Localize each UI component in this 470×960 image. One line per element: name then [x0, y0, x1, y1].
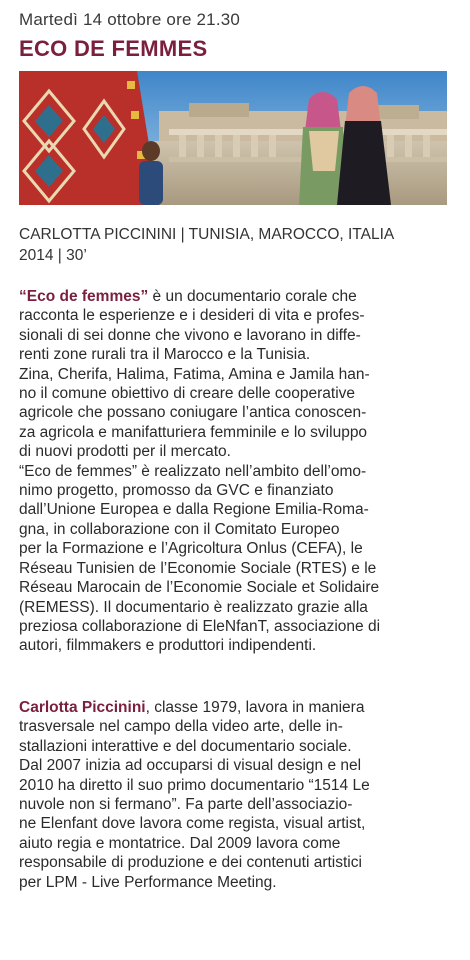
synopsis-line: nimo progetto, promosso da GVC e finanziato — [19, 482, 334, 500]
bio-line: aiuto regia e montatrice. Dal 2009 lavora come — [19, 834, 341, 852]
synopsis-line: di nuovi prodotti per il mercato. — [19, 443, 231, 461]
bio-line: responsabile di produzione e dei contenuti artistici — [19, 854, 362, 872]
synopsis-line: gna, in collaborazione con il Comitato Europeo — [19, 520, 340, 538]
synopsis-line: preziosa collaborazione di EleNfanT, associazione di — [19, 617, 381, 635]
synopsis-line: renti zone rurali tra il Marocco e la Tunisia. — [19, 346, 311, 364]
film-still-photo — [19, 71, 447, 205]
credits-year-duration: 2014 | 30’ — [19, 247, 87, 264]
synopsis-line: dall’Unione Europea e dalla Regione Emilia-Roma- — [19, 501, 369, 519]
director-bio-paragraph — [19, 698, 451, 892]
synopsis-line: è un documentario corale che — [148, 288, 357, 305]
synopsis-line: per la Formazione e l’Agricoltura Onlus (CEFA), le — [19, 540, 363, 558]
synopsis-line: racconta le esperienze e i desideri di vita e profes- — [19, 307, 365, 325]
bio-first-line — [19, 698, 451, 717]
film-credits — [19, 224, 451, 266]
synopsis-line: (REMESS). Il documentario è realizzato grazie alla — [19, 598, 368, 616]
bio-line: Dal 2007 inizia ad occuparsi di visual design e nel — [19, 757, 362, 775]
bio-line: per LPM - Live Performance Meeting. — [19, 873, 277, 891]
film-title: ECO DE FEMMES — [19, 36, 208, 61]
event-date: Martedì 14 ottobre ore 21.30 — [19, 10, 241, 29]
synopsis-paragraph — [19, 287, 451, 656]
bio-line: 2010 ha diretto il suo primo documentario “1514 Le — [19, 776, 370, 794]
director-name: Carlotta Piccinini — [19, 699, 146, 716]
synopsis-line: “Eco de femmes” è realizzato nell’ambito dell’omo- — [19, 462, 367, 480]
bio-line: , classe 1979, lavora in maniera — [145, 699, 365, 716]
synopsis-lead-title: “Eco de femmes” — [19, 288, 149, 305]
synopsis-first-line — [19, 287, 451, 306]
bio-line: trasversale nel campo della video arte, delle in- — [19, 718, 343, 736]
synopsis-line: za agricola e manifatturiera femminile e lo sviluppo — [19, 423, 368, 441]
bio-line: nuvole non si fermano”. Fa parte dell’associazio- — [19, 796, 353, 814]
bio-line: stallazioni interattive e del documentario sociale. — [19, 737, 352, 755]
synopsis-line: autori, filmmakers e produttori indipendenti. — [19, 637, 317, 655]
synopsis-line: Réseau Tunisien de l’Economie Sociale (RTES) e le — [19, 559, 377, 577]
synopsis-line: Réseau Marocain de l’Economie Sociale et Solidaire — [19, 579, 380, 597]
synopsis-line: sionali di sei donne che vivono e lavorano in diffe- — [19, 326, 361, 344]
credits-director-countries: CARLOTTA PICCININI | TUNISIA, MAROCCO, ITALIA — [19, 226, 395, 243]
synopsis-line: Zina, Cherifa, Halima, Fatima, Amina e Jamila han- — [19, 365, 370, 383]
synopsis-line: no il comune obiettivo di creare delle cooperative — [19, 385, 356, 403]
synopsis-line: agricole che possano coniugare l’antica conoscen- — [19, 404, 367, 422]
bio-line: ne Elenfant dove lavora come regista, visual artist, — [19, 815, 366, 833]
